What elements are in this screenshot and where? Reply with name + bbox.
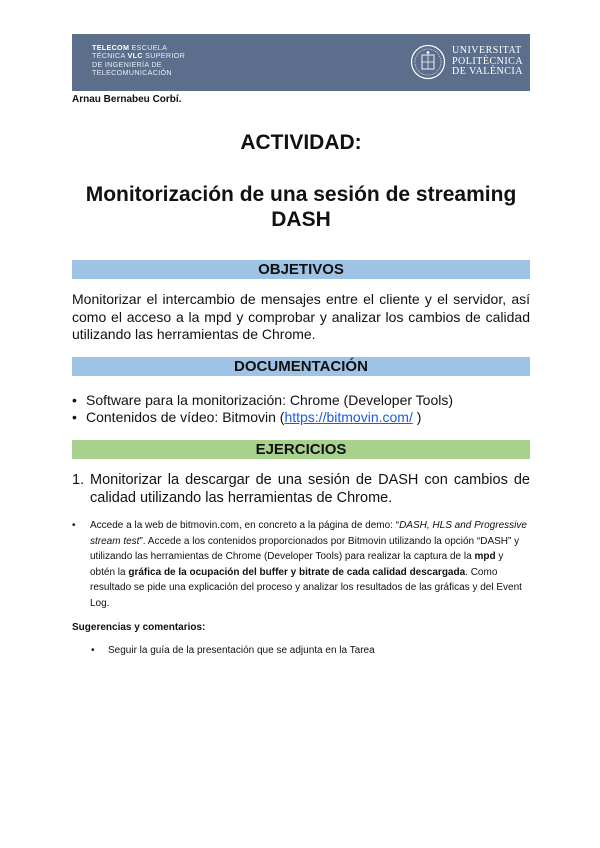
etsit-logo: TELECOM ESCUELA TÉCNICA VLC SUPERIOR DE INGENIERÍA DE TELECOMUNICACIÓN xyxy=(92,43,186,78)
page-subtitle-line2: DASH xyxy=(271,208,331,231)
bullet-icon: • xyxy=(72,409,77,425)
page-subtitle: Monitorización de una sesión de streaming xyxy=(85,183,517,206)
section-header-objetivos: OBJETIVOS xyxy=(72,260,530,279)
bitmovin-link[interactable]: https://bitmovin.com/ xyxy=(284,409,413,425)
header-banner xyxy=(72,34,530,91)
bullet-icon: • xyxy=(72,392,77,408)
objetivos-text: Monitorizar el intercambio de mensajes entre el cliente y el servidor, así como el acceso a la mpd y comprobar y analizar los cambios de calidad utilizando las herramientas de Chrome. xyxy=(72,291,530,342)
sugerencias-heading: Sugerencias y comentarios: xyxy=(72,622,206,633)
bullet-icon: • xyxy=(91,645,95,656)
bullet-icon: • xyxy=(72,520,76,531)
sugerencia-item: • Seguir la guía de la presentación que se adjunta en la Tarea xyxy=(91,645,375,656)
upv-seal-icon xyxy=(410,44,446,80)
ejercicio-instrucciones: • Accede a la web de bitmovin.com, en concreto a la página de demo: “DASH, HLS and Progressive stream test”. Accede a los contenidos proporcionados por Bitmovin utilizando la opción “DASH” y utilizando las herramientas de Chrome (Developer Tools) para realizar la captura de la mpd y obtén la gráfica de la ocupación del buffer y bitrate de cada calidad descargada. Como resultado se pide una explicación del proceso y analizar los resultados de las gráficas y del Event Log. xyxy=(72,520,527,609)
section-header-ejercicios: EJERCICIOS xyxy=(72,440,530,459)
upv-logo: UNIVERSITAT POLITÈCNICA DE VALÈNCIA xyxy=(410,44,523,80)
author-name: Arnau Bernabeu Corbí. xyxy=(72,94,182,105)
section-header-documentacion: DOCUMENTACIÓN xyxy=(72,357,530,376)
page-title: ACTIVIDAD: xyxy=(240,131,362,154)
